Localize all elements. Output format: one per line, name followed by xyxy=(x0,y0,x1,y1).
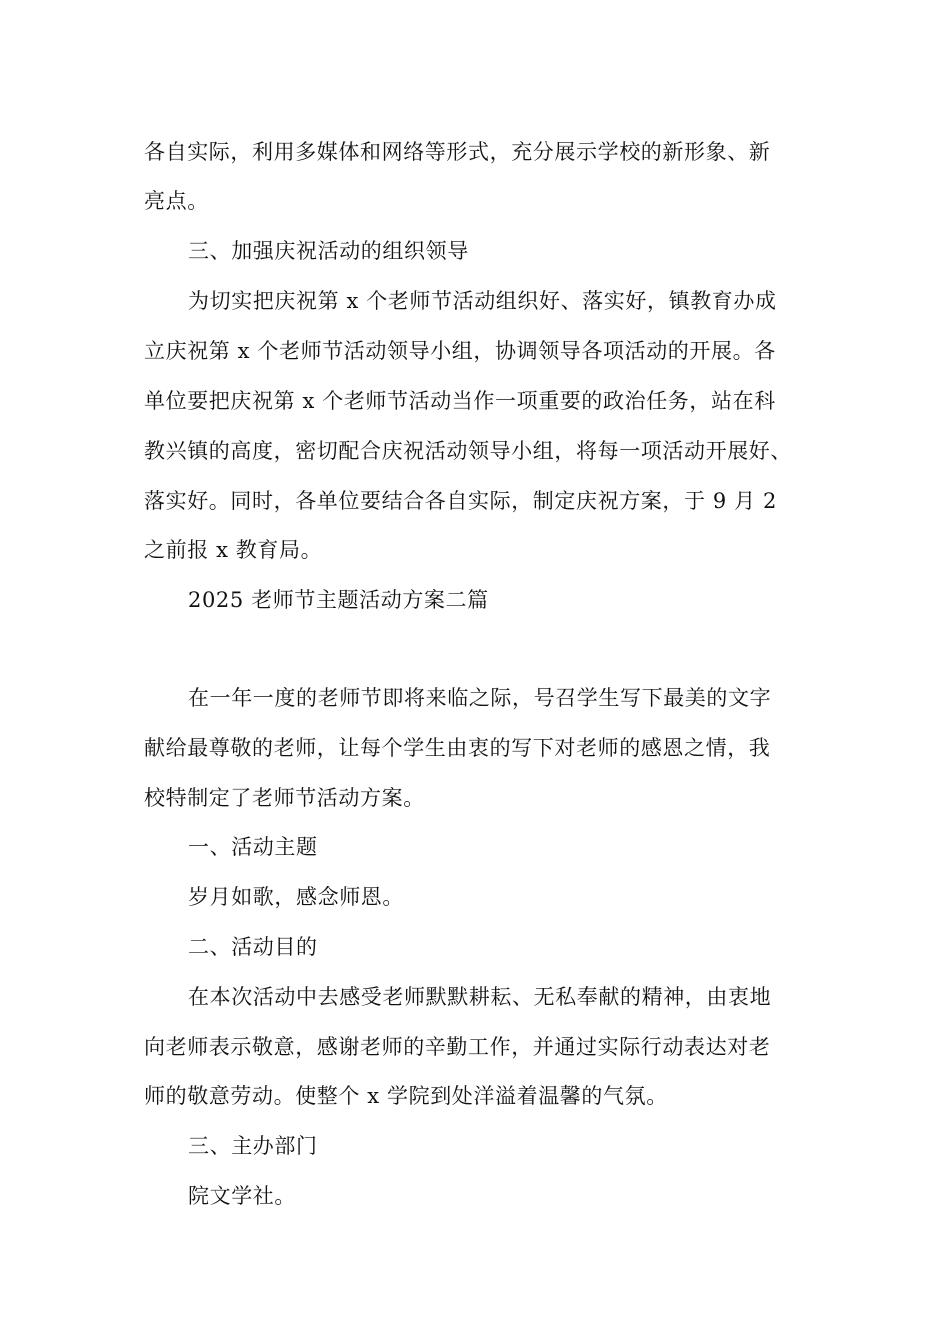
paragraph-line: 在本次活动中去感受老师默默耕耘、无私奉献的精神，由衷地 xyxy=(188,985,772,1009)
document-title: 2025 老师节主题活动方案二篇 xyxy=(188,588,489,612)
section-heading: 三、主办部门 xyxy=(188,1134,318,1158)
paragraph-line: 亮点。 xyxy=(144,189,209,213)
paragraph-line: 之前报 x 教育局。 xyxy=(144,538,323,562)
paragraph-line: 单位要把庆祝第 x 个老师节活动当作一项重要的政治任务，站在科 xyxy=(144,389,776,413)
paragraph-line: 立庆祝第 x 个老师节活动领导小组，协调领导各项活动的开展。各 xyxy=(144,339,776,363)
paragraph-line: 师的敬意劳动。使整个 x 学院到处洋溢着温馨的气氛。 xyxy=(144,1084,668,1108)
paragraph-line: 落实好。同时，各单位要结合各自实际，制定庆祝方案，于 9 月 2 xyxy=(144,489,777,513)
section-heading: 二、活动目的 xyxy=(188,935,318,959)
paragraph-line: 献给最尊敬的老师，让每个学生由衷的写下对老师的感恩之情，我 xyxy=(144,736,771,760)
paragraph-line: 为切实把庆祝第 x 个老师节活动组织好、落实好，镇教育办成 xyxy=(188,289,777,313)
paragraph-line: 在一年一度的老师节即将来临之际，号召学生写下最美的文字 xyxy=(188,686,772,710)
paragraph-line: 院文学社。 xyxy=(188,1184,296,1208)
paragraph-line: 各自实际，利用多媒体和网络等形式，充分展示学校的新形象、新 xyxy=(144,140,771,164)
paragraph-line: 岁月如歌，感念师恩。 xyxy=(188,885,404,909)
section-heading: 三、加强庆祝活动的组织领导 xyxy=(188,239,469,263)
paragraph-line: 校特制定了老师节活动方案。 xyxy=(144,786,425,810)
section-heading: 一、活动主题 xyxy=(188,835,318,859)
paragraph-line: 向老师表示敬意，感谢老师的辛勤工作，并通过实际行动表达对老 xyxy=(144,1035,771,1059)
paragraph-line: 教兴镇的高度，密切配合庆祝活动领导小组，将每一项活动开展好、 xyxy=(144,439,792,463)
